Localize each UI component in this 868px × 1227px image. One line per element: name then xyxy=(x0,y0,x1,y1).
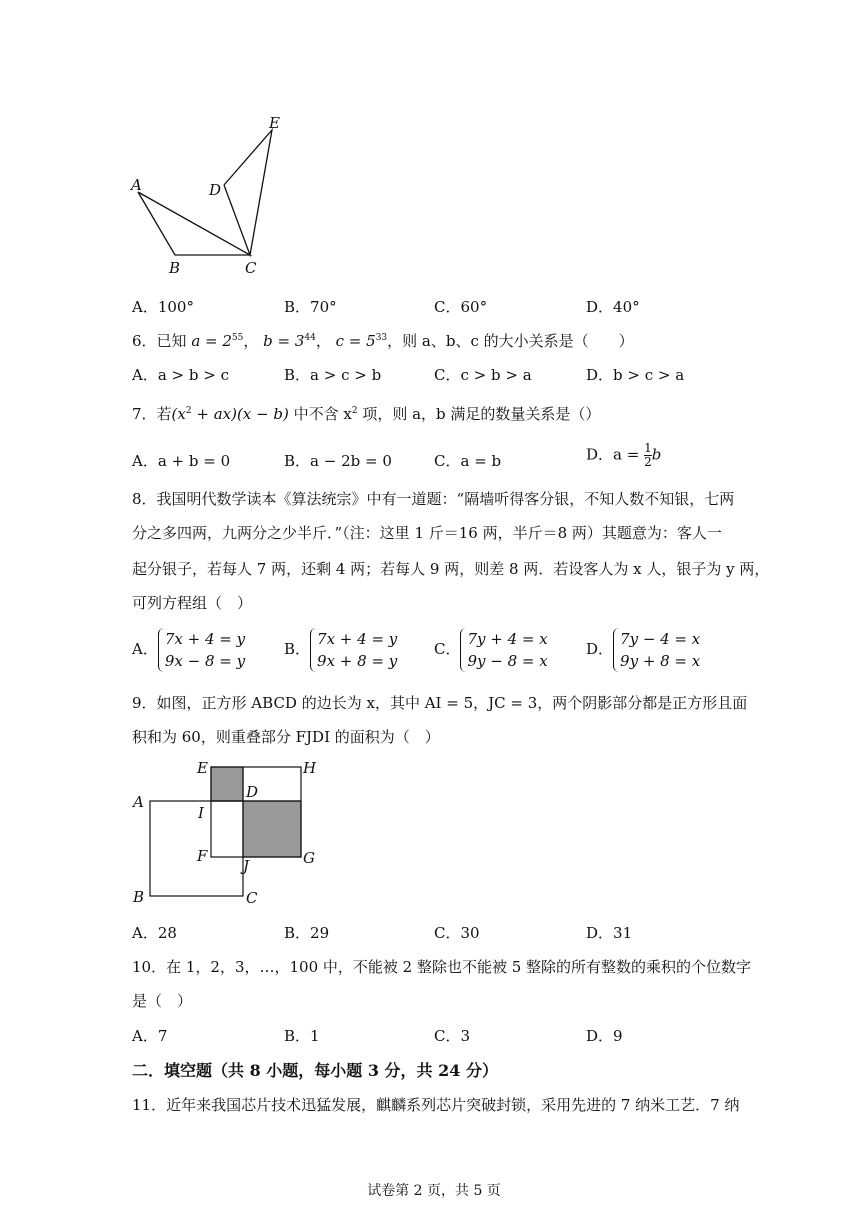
label-i: I xyxy=(198,804,204,822)
q7-option-d[interactable] xyxy=(586,442,661,469)
q7-option-d-fraction xyxy=(644,442,652,469)
equation-2: 9y − 8 = x xyxy=(467,652,548,670)
q9-option-a[interactable]: A．28 xyxy=(132,924,177,942)
q7-text-a: 7．若 xyxy=(132,405,172,423)
q5-option-c[interactable]: C．60° xyxy=(434,298,488,316)
label-b: B xyxy=(169,259,181,277)
label-c: C xyxy=(246,889,258,907)
q6-option-a[interactable]: A．a > b > c xyxy=(132,366,229,384)
q10-line-2: 是（ ） xyxy=(132,992,193,1010)
q6-c-expr: c = 5 xyxy=(335,332,376,350)
q8-option-b[interactable] xyxy=(284,628,397,672)
q7-text-b: 中不含 x xyxy=(288,405,352,423)
q6-option-d[interactable]: D．b > c > a xyxy=(586,366,685,384)
q7-expr-1: (x xyxy=(171,405,186,423)
q7-sup-2: 2 xyxy=(351,406,358,416)
label-d: D xyxy=(246,783,259,801)
q8-line-2: 分之多四两，九两分之少半斤．”（注：这里 1 斤＝16 两，半斤＝8 两）其题意为：客人一 xyxy=(132,524,722,542)
equation-system xyxy=(158,628,245,672)
q9-option-b[interactable]: B．29 xyxy=(284,924,330,942)
fraction-numerator: 1 xyxy=(644,441,652,455)
q7-option-b[interactable]: B．a − 2b = 0 xyxy=(284,452,392,470)
q5-options xyxy=(132,296,752,320)
q10-options xyxy=(132,1025,752,1049)
equation-system xyxy=(613,628,700,672)
triangle-dce xyxy=(224,130,272,255)
q8-line-4: 可列方程组（ ） xyxy=(132,594,253,612)
equation-2: 9y + 8 = x xyxy=(620,652,701,670)
label-e: E xyxy=(197,759,208,777)
q9-options xyxy=(132,922,752,946)
q6-option-b[interactable]: B．a > c > b xyxy=(284,366,382,384)
q7-options xyxy=(132,441,752,482)
q7-sup-1: 2 xyxy=(185,406,192,416)
q10-option-b[interactable]: B．1 xyxy=(284,1027,320,1045)
label-g: G xyxy=(303,849,315,867)
q6-a-exp: 55 xyxy=(231,333,244,343)
label-h: H xyxy=(303,759,317,777)
q7-option-d-prefix: D．a = xyxy=(586,445,640,464)
q8-option-c-label: C． xyxy=(434,640,461,658)
q10-option-d[interactable]: D．9 xyxy=(586,1027,623,1045)
q7-text-c: 项，则 a，b 满足的数量关系是（） xyxy=(357,405,601,423)
q8-option-a[interactable] xyxy=(132,628,245,672)
q6-option-c[interactable]: C．c > b > a xyxy=(434,366,532,384)
q8-option-d[interactable] xyxy=(586,628,700,672)
q7-question xyxy=(132,403,600,424)
q7-option-a[interactable]: A．a + b = 0 xyxy=(132,452,231,470)
q7-option-d-suffix: b xyxy=(651,445,662,464)
label-f: F xyxy=(197,847,208,865)
q8-option-b-label: B． xyxy=(284,640,311,658)
equation-system xyxy=(310,628,397,672)
page-footer: 试卷第 2 页，共 5 页 xyxy=(367,1183,501,1199)
label-b: B xyxy=(133,888,145,906)
q6-a-expr: a = 2 xyxy=(191,332,232,350)
equation-2: 9x + 8 = y xyxy=(317,652,398,670)
q6-question: 6．已知 $a = 2^{55}$， $b = 3^{44}$， $c = 5^{33}$，则 a、b、c 的大小关系是（ ） xyxy=(132,332,634,350)
label-a: A xyxy=(131,176,142,194)
q6-b-expr: b = 3 xyxy=(263,332,305,350)
q6-b-exp: 44 xyxy=(304,333,316,343)
q9-option-c[interactable]: C．30 xyxy=(434,924,480,942)
q5-option-d[interactable]: D．40° xyxy=(586,298,640,316)
q7-option-c[interactable]: C．a = b xyxy=(434,452,502,470)
q5-option-a[interactable]: A．100° xyxy=(132,298,194,316)
label-j: J xyxy=(243,857,250,875)
q10-line-1: 10．在 1，2，3，…，100 中，不能被 2 整除也不能被 5 整除的所有整数的乘积的个位数字 xyxy=(132,958,752,976)
section-heading-fill-in: 二．填空题（共 8 小题，每小题 3 分，共 24 分） xyxy=(132,1061,498,1080)
q9-line-1: 9．如图，正方形 ABCD 的边长为 x，其中 AI = 5，JC = 3，两个阴影部分都是正方形且面 xyxy=(132,694,748,712)
q10-option-c[interactable]: C．3 xyxy=(434,1027,471,1045)
equation-1: 7x + 4 = y xyxy=(317,630,398,648)
q9-line-2: 积和为 60，则重叠部分 FJDI 的面积为（ ） xyxy=(132,728,440,746)
q6-c-exp: 33 xyxy=(375,333,388,343)
q11-line-1: 11．近年来我国芯片技术迅猛发展，麒麟系列芯片突破封锁，采用先进的 7 纳米工艺．7 纳 xyxy=(132,1096,740,1114)
shaded-square-large xyxy=(243,801,301,857)
q6-prefix: 6．已知 xyxy=(132,332,187,350)
label-c: C xyxy=(245,259,257,277)
shaded-square-small xyxy=(211,767,243,801)
fraction-denominator: 2 xyxy=(644,455,652,469)
q6-suffix: ，则 a、b、c 的大小关系是（ ） xyxy=(387,332,634,350)
equation-2: 9x − 8 = y xyxy=(164,652,246,670)
q8-options xyxy=(132,628,752,674)
equation-1: 7y − 4 = x xyxy=(620,630,701,648)
figure-q9-squares xyxy=(125,755,325,910)
q7-expr-2: + ax)(x − b) xyxy=(191,405,289,423)
q6-options xyxy=(132,364,752,388)
q10-option-a[interactable]: A．7 xyxy=(132,1027,168,1045)
equation-system xyxy=(460,628,547,672)
q8-option-d-label: D． xyxy=(586,640,614,658)
figure-q5-triangles xyxy=(125,110,295,280)
label-d: D xyxy=(209,181,222,199)
equation-1: 7y + 4 = x xyxy=(467,630,548,648)
q8-line-1: 8．我国明代数学读本《算法统宗》中有一道题：“隔墙听得客分银，不知人数不知银，七两 xyxy=(132,490,735,508)
q5-option-b[interactable]: B．70° xyxy=(284,298,337,316)
q8-option-c[interactable] xyxy=(434,628,548,672)
equation-1: 7x + 4 = y xyxy=(164,630,246,648)
q8-option-a-label: A． xyxy=(132,640,158,658)
label-e: E xyxy=(269,114,280,132)
label-a: A xyxy=(133,793,144,811)
triangle-abc xyxy=(138,192,250,255)
q9-option-d[interactable]: D．31 xyxy=(586,924,633,942)
q8-line-3: 起分银子，若每人 7 两，还剩 4 两；若每人 9 两，则差 8 两．若设客人为 x 人，银子为 y 两， xyxy=(132,560,770,578)
